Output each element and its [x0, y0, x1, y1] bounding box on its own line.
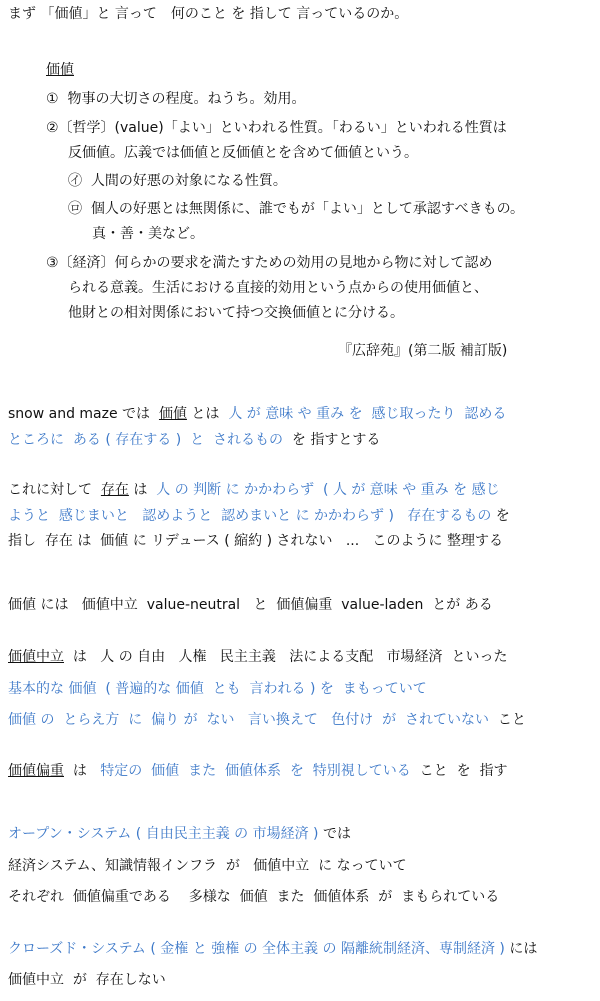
exist-paragraph-line-3: 指し 存在 は 価値 に リデュース ( 縮約 ) されない ... このように 整理する [8, 533, 503, 549]
definition-item-2-line-2: 反価値。広義では価値と反価値とを含めて価値という。 [68, 145, 418, 161]
definition-item-1: ① 物事の大切さの程度。ねうち。効用。 [46, 91, 306, 107]
definition-item-3-line-2: られる意義。生活における直接的効用という点からの使用価値と、 [68, 280, 488, 296]
open-system-highlight: オープン・システム ( 自由民主主義 の 市場経済 ) [8, 826, 319, 842]
laden-highlight: 特定の 価値 また 価値体系 を 特別視している [100, 763, 411, 779]
exist-paragraph-line-1 [8, 482, 500, 499]
definition-item-2-sub-a: ㋑ 人間の好悪の対象になる性質。 [68, 173, 287, 189]
definition-item-2-sub-b-line-1: ㋺ 個人の好悪とは無関係に、誰でもが「よい」として承認すべきもの。 [68, 201, 525, 217]
closed-system-line-1 [8, 941, 537, 958]
neutral-text: は 人 の 自由 人権 民主主義 法による支配 市場経済 といった [64, 649, 508, 665]
open-system-line-2: 経済システム、知識情報インフラ が 価値中立 に なっていて [8, 858, 407, 874]
open-system-text: では [318, 826, 351, 842]
definition-item-3-line-3: 他財との相対関係において持つ交換価値とに分ける。 [68, 305, 404, 321]
laden-paragraph-line [8, 763, 507, 780]
exist-term: 存在 [100, 482, 129, 498]
value-term: 価値 [158, 406, 187, 422]
neutral-paragraph-line-3 [8, 712, 526, 729]
neutral-text: こと [489, 712, 526, 728]
open-system-line-3: それぞれ 価値偏重である 多様な 価値 また 価値体系 が まもられている [8, 889, 500, 905]
value-highlight: 人 が 意味 や 重み を 感じ取ったり 認める [228, 406, 507, 422]
definition-source: 『広辞苑』(第二版 補訂版) [338, 343, 508, 359]
closed-system-line-2: 価値中立 が 存在しない [8, 972, 166, 988]
value-kinds-line: 価値 には 価値中立 value-neutral と 価値偏重 value-laden とが ある [8, 597, 493, 613]
intro-line: まず 「価値」と 言って 何のこと を 指して 言っているのか。 [8, 6, 409, 22]
value-text: を 指すとする [282, 432, 381, 448]
laden-text: こと を 指す [410, 763, 508, 779]
exist-text: これに対して [8, 482, 101, 498]
exist-highlight: ようと 感じまいと 認めようと 認めまいと に かかわらず ) 存在するもの [8, 508, 492, 524]
laden-term: 価値偏重 [8, 763, 64, 779]
exist-text: は [128, 482, 157, 498]
value-paragraph-line-2 [8, 432, 380, 449]
neutral-highlight: 価値 の とらえ方 に 偏り が ない 言い換えて 色付け が されていない [8, 712, 490, 728]
neutral-paragraph-line-2: 基本的な 価値 ( 普遍的な 価値 とも 言われる ) を まもっていて [8, 681, 427, 697]
exist-text: を [491, 508, 510, 524]
value-highlight: ところに ある ( 存在する ) と されるもの [8, 432, 283, 448]
closed-system-text: には [504, 941, 538, 957]
definition-item-2-sub-b-line-2: 真・善・美など。 [92, 226, 204, 242]
laden-text: は [64, 763, 101, 779]
open-system-line-1 [8, 826, 351, 843]
exist-highlight: 人 の 判断 に かかわらず ( 人 が 意味 や 重み を 感じ [156, 482, 500, 498]
closed-system-highlight: クローズド・システム ( 金権 と 強権 の 全体主義 の 隔離統制経済、専制経済 ) [8, 941, 505, 957]
value-paragraph-line-1 [8, 406, 506, 423]
definition-item-3-line-1: ③〔経済〕何らかの要求を満たすための効用の見地から物に対して認め [46, 255, 493, 271]
exist-paragraph-line-2 [8, 508, 510, 525]
value-text: とは [186, 406, 229, 422]
neutral-term: 価値中立 [8, 649, 64, 665]
definition-heading: 価値 [46, 62, 74, 78]
definition-item-2-line-1: ②〔哲学〕(value)「よい」といわれる性質。「わるい」といわれる性質は [46, 120, 507, 136]
value-text: snow and maze では [8, 406, 159, 422]
neutral-paragraph-line-1 [8, 649, 507, 666]
